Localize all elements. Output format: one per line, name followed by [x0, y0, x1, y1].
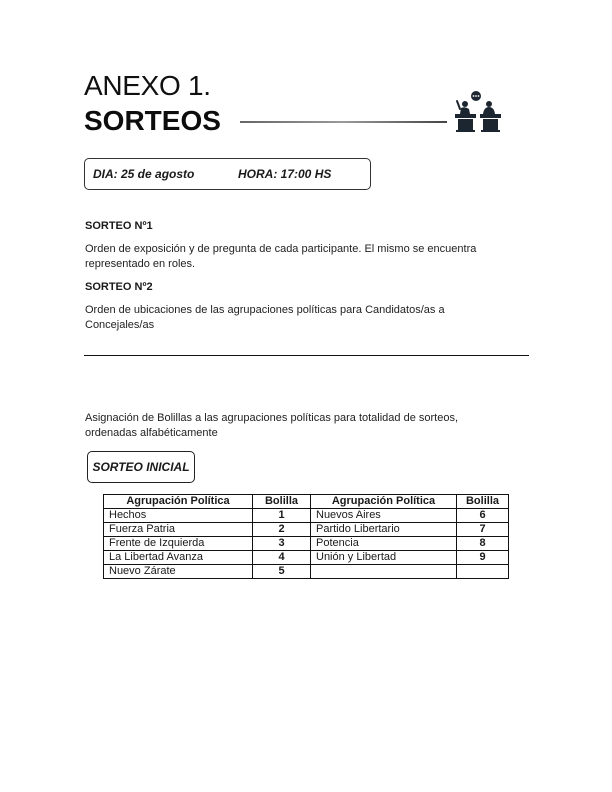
bolilla-number: 8	[457, 537, 509, 551]
bolilla-number: 2	[253, 523, 311, 537]
sorteo-1-line-1: Orden de exposición y de pregunta de cada participante. El mismo se encuentra	[85, 243, 477, 255]
column-header: Agrupación Política	[311, 495, 457, 509]
table-row	[104, 537, 509, 551]
party-name: Fuerza Patria	[104, 523, 253, 537]
party-name: Potencia	[311, 537, 457, 551]
party-name: Nuevo Zárate	[104, 565, 253, 579]
asignacion-line-1: Asignación de Bolillas a las agrupaciones políticas para totalidad de sorteos,	[85, 412, 459, 424]
table-row	[104, 551, 509, 565]
party-name	[311, 565, 457, 579]
bolilla-number: 4	[253, 551, 311, 565]
bolilla-number: 9	[457, 551, 509, 565]
bolilla-number: 1	[253, 509, 311, 523]
column-header: Agrupación Política	[104, 495, 253, 509]
debate-podium-icon	[452, 90, 504, 132]
sorteo-1-description	[85, 242, 530, 272]
sorteo-2-description	[85, 303, 530, 333]
table-row	[104, 509, 509, 523]
bolilla-number: 7	[457, 523, 509, 537]
party-name: La Libertad Avanza	[104, 551, 253, 565]
party-name: Nuevos Aires	[311, 509, 457, 523]
section-title: SORTEOS	[84, 105, 221, 136]
sorteo-1-heading: SORTEO Nº1	[85, 220, 153, 232]
bolilla-number: 6	[457, 509, 509, 523]
bolilla-number: 3	[253, 537, 311, 551]
bolilla-number	[457, 565, 509, 579]
sorteo-2-line-1: Orden de ubicaciones de las agrupaciones políticas para Candidatos/as a	[85, 304, 445, 316]
title-divider	[240, 121, 447, 123]
table-row	[104, 523, 509, 537]
party-name: Frente de Izquierda	[104, 537, 253, 551]
sorteo-1-line-2: representado en roles.	[85, 258, 196, 270]
table-row	[104, 565, 509, 579]
sorteo-inicial-label: SORTEO INICIAL	[87, 451, 195, 483]
date-label: DIA: 25 de agosto	[93, 167, 195, 181]
sorteo-2-heading: SORTEO Nº2	[85, 281, 153, 293]
asignacion-line-2: ordenadas alfabéticamente	[85, 427, 218, 439]
asignacion-description	[85, 411, 530, 441]
bolillas-table	[103, 494, 509, 579]
party-name: Partido Libertario	[311, 523, 457, 537]
party-name: Unión y Libertad	[311, 551, 457, 565]
party-name: Hechos	[104, 509, 253, 523]
column-header: Bolilla	[253, 495, 311, 509]
date-time-box	[84, 158, 371, 190]
sorteo-2-line-2: Concejales/as	[85, 319, 155, 331]
annex-title: ANEXO 1.	[84, 70, 211, 101]
time-label: HORA: 17:00 HS	[238, 167, 332, 181]
bolilla-number: 5	[253, 565, 311, 579]
column-header: Bolilla	[457, 495, 509, 509]
section-divider	[84, 355, 529, 356]
table-header-row	[104, 495, 509, 509]
